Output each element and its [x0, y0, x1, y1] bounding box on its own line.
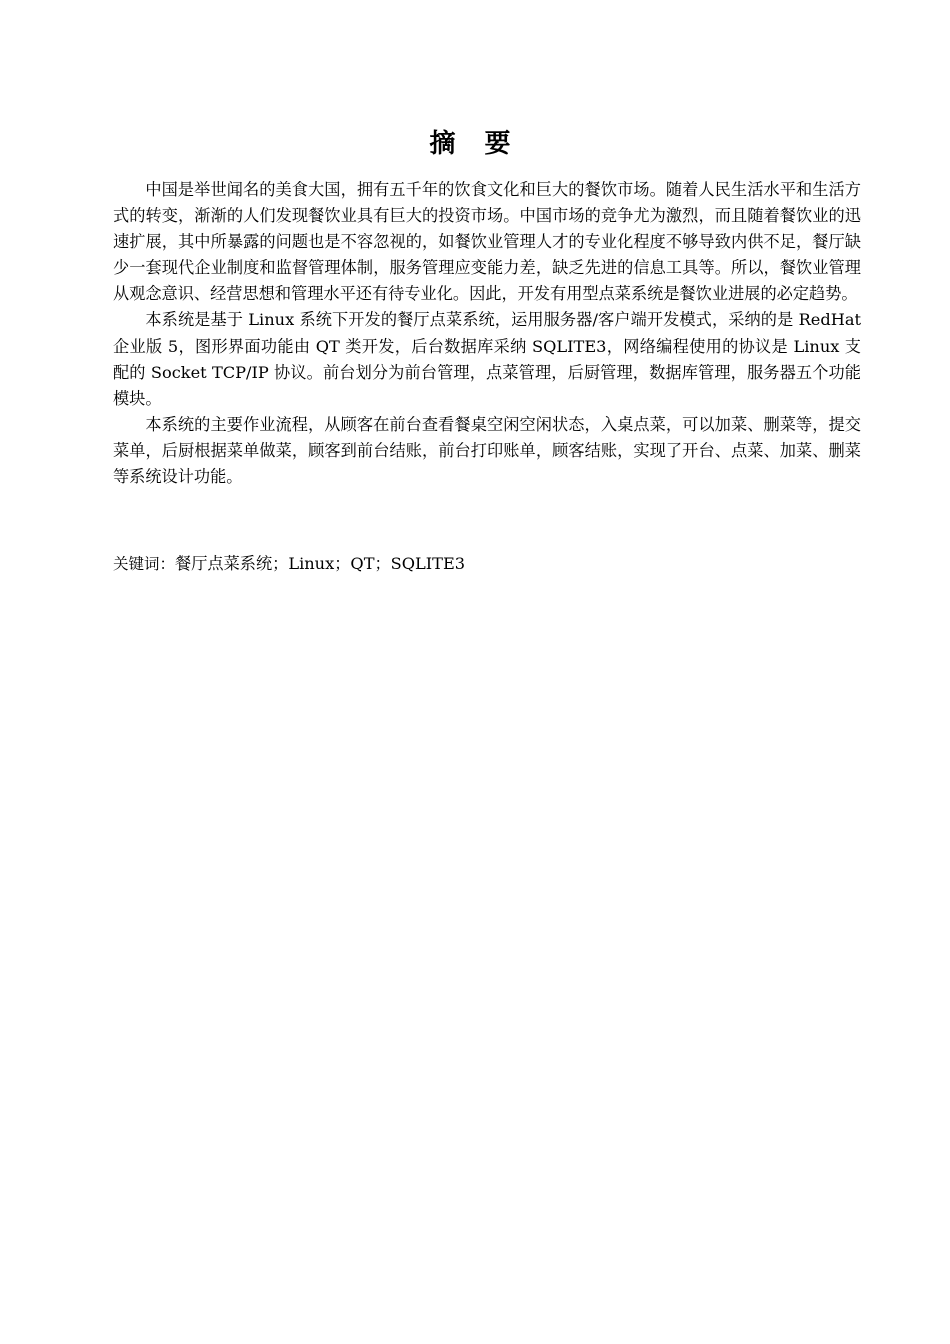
- keywords-value: 餐厅点菜系统；Linux；QT；SQLITE3: [175, 554, 466, 573]
- keywords-label: 关键词：: [113, 555, 176, 573]
- abstract-paragraph-2: 本系统是基于 Linux 系统下开发的餐厅点菜系统，运用服务器/客户端开发模式，采纳的是 RedHat 企业版 5，图形界面功能由 QT 类开发，后台数据库采纳 SQLITE3，网络编程使用的协议是 Linux 支配的 Socket TCP/IP 协议。前台划分为前台管理，点菜管理，后厨管理，数据库管理，服务器五个功能模块。: [113, 310, 861, 408]
- keywords-line: [113, 551, 861, 577]
- abstract-paragraph-1: 中国是举世闻名的美食大国，拥有五千年的饮食文化和巨大的餐饮市场。随着人民生活水平和生活方式的转变，渐渐的人们发现餐饮业具有巨大的投资市场。中国市场的竞争尤为激烈，而且随着餐饮业的迅速扩展，其中所暴露的问题也是不容忽视的，如餐饮业管理人才的专业化程度不够导致内供不足，餐厅缺少一套现代企业制度和监督管理体制，服务管理应变能力差，缺乏先进的信息工具等。所以，餐饮业管理从观念意识、经营思想和管理水平还有待专业化。因此，开发有用型点菜系统是餐饮业进展的必定趋势。: [113, 180, 861, 304]
- abstract-paragraph-3: 本系统的主要作业流程，从顾客在前台查看餐桌空闲空闲状态，入桌点菜，可以加菜、删菜等，提交菜单，后厨根据菜单做菜，顾客到前台结账，前台打印账单，顾客结账，实现了开台、点菜、加菜、删菜等系统设计功能。: [113, 414, 861, 487]
- abstract-body: [113, 177, 861, 490]
- abstract-title: 摘 要: [429, 129, 521, 159]
